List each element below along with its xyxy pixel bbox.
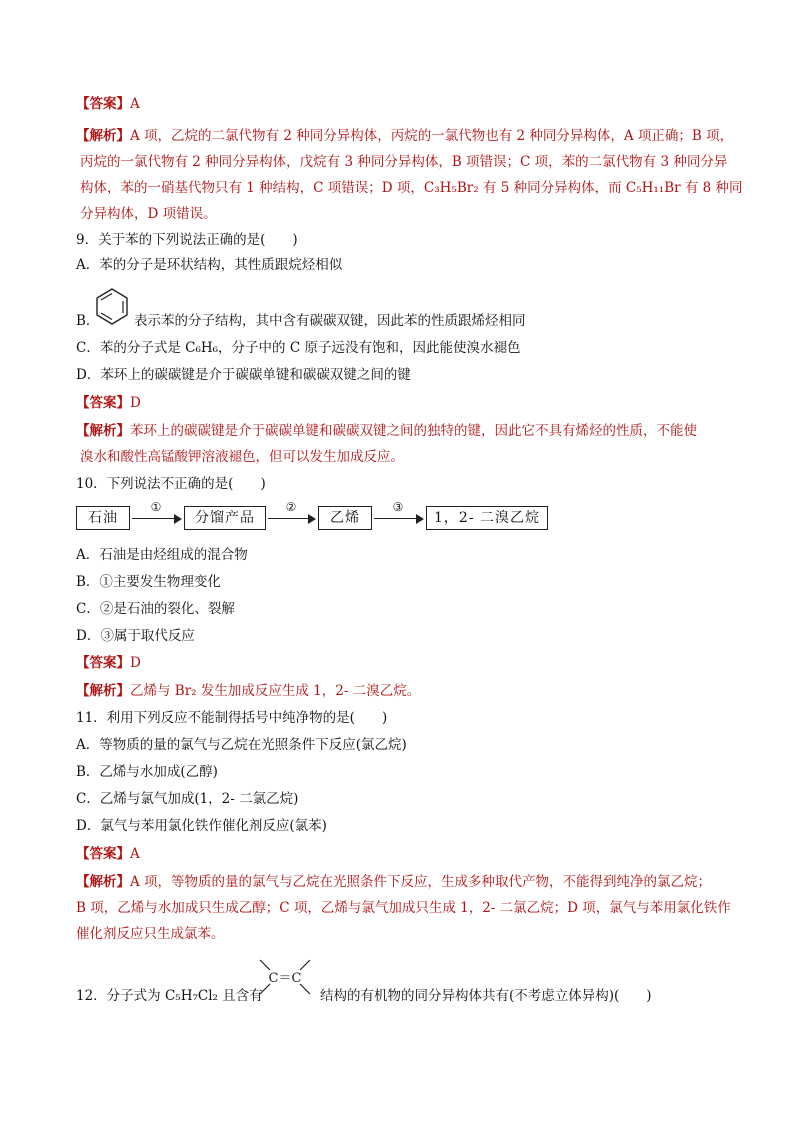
answer-value: D bbox=[130, 395, 141, 411]
alkene-structure-icon bbox=[250, 950, 320, 1002]
q11-option-d: D．氯气与苯用氯化铁作催化剂反应(氯苯) bbox=[76, 818, 327, 834]
q8-analysis-line-1: 【解析】A 项，乙烷的二氯代物有 2 种同分异构体，丙烷的一氯代物也有 2 种同分异构体，A 项正确；B 项， bbox=[76, 128, 734, 144]
q11-option-b: B．乙烯与水加成(乙醇) bbox=[76, 764, 218, 780]
answer-tag: 【答案】 bbox=[76, 846, 130, 862]
structure-label: C＝C bbox=[268, 971, 302, 986]
answer-tag: 【答案】 bbox=[76, 655, 130, 671]
q9-option-c: C．苯的分子式是 C₆H₆，分子中的 C 原子远没有饱和，因此能使溴水褪色 bbox=[76, 340, 521, 356]
q8-analysis-line-4: 分异构体，D 项错误。 bbox=[80, 206, 217, 222]
analysis-tag: 【解析】 bbox=[76, 423, 130, 439]
answer-value: A bbox=[130, 96, 140, 112]
q11-option-c: C．乙烯与氯气加成(1，2- 二氯乙烷) bbox=[76, 791, 299, 807]
q10-stem: 10．下列说法不正确的是( ) bbox=[76, 476, 266, 492]
q9-answer-line bbox=[76, 393, 141, 413]
q9-option-b: 表示苯的分子结构，其中含有碳碳双键，因此苯的性质跟烯烃相同 bbox=[134, 313, 526, 329]
q10-option-c: C．②是石油的裂化、裂解 bbox=[76, 601, 235, 617]
arrow-head-icon bbox=[308, 514, 316, 524]
q8-answer-line bbox=[76, 94, 140, 114]
answer-value: D bbox=[130, 655, 141, 671]
answer-tag: 【答案】 bbox=[76, 395, 130, 411]
q12-stem-after: 结构的有机物的同分异构体共有(不考虑立体异构)( ) bbox=[320, 988, 652, 1004]
q9-analysis-line-2: 溴水和酸性高锰酸钾溶液褪色，但可以发生加成反应。 bbox=[80, 449, 404, 465]
q10-answer-line bbox=[76, 653, 141, 673]
analysis-tag: 【解析】 bbox=[76, 128, 130, 144]
analysis-tag: 【解析】 bbox=[76, 683, 130, 699]
q11-analysis-line-2: B 项，乙烯与水加成只生成乙醇；C 项，乙烯与氯气加成只生成 1，2- 二氯乙烷；D 项，氯气与苯用氯化铁作 bbox=[76, 900, 731, 916]
q11-analysis-line-3: 催化剂反应只生成氯苯。 bbox=[76, 926, 225, 942]
q10-option-b: B．①主要发生物理变化 bbox=[76, 574, 221, 590]
flow-box-distillate: 分馏产品 bbox=[184, 506, 266, 530]
q12-stem-before: 12．分子式为 C₅H₇Cl₂ 且含有 bbox=[76, 988, 263, 1004]
q10-analysis-line-1: 【解析】乙烯与 Br₂ 发生加成反应生成 1，2- 二溴乙烷。 bbox=[76, 683, 421, 699]
flow-box-ethylene: 乙烯 bbox=[318, 506, 372, 530]
q9-analysis-line-1: 【解析】苯环上的碳碳键是介于碳碳单键和碳碳双键之间的独特的键，因此它不具有烯烃的性质，不能使 bbox=[76, 423, 697, 439]
q11-analysis-line-1: 【解析】A 项，等物质的量的氯气与乙烷在光照条件下反应，生成多种取代产物，不能得到纯净的氯乙烷； bbox=[76, 874, 712, 890]
arrow-head-icon bbox=[416, 514, 424, 524]
flow-arrow-2: ② bbox=[266, 506, 316, 530]
flow-box-petroleum: 石油 bbox=[76, 506, 130, 530]
q10-option-d: D．③属于取代反应 bbox=[76, 628, 195, 644]
q11-option-a: A．等物质的量的氯气与乙烷在光照条件下反应(氯乙烷) bbox=[76, 737, 407, 753]
answer-value: A bbox=[130, 846, 140, 862]
answer-tag: 【答案】 bbox=[76, 96, 130, 112]
q11-stem: 11．利用下列反应不能制得括号中纯净物的是( ) bbox=[76, 710, 388, 726]
arrow-head-icon bbox=[174, 514, 182, 524]
q9-option-d: D．苯环上的碳碳键是介于碳碳单键和碳碳双键之间的键 bbox=[76, 367, 411, 383]
flow-box-dibromoethane: 1，2- 二溴乙烷 bbox=[426, 506, 548, 530]
q9-option-a: A．苯的分子是环状结构，其性质跟烷烃相似 bbox=[76, 257, 343, 273]
flow-arrow-3: ③ bbox=[372, 506, 424, 530]
q10-option-a: A．石油是由烃组成的混合物 bbox=[76, 547, 248, 563]
flow-arrow-1: ① bbox=[130, 506, 182, 530]
q9-stem: 9．关于苯的下列说法正确的是( ) bbox=[76, 232, 298, 248]
benzene-ring-icon bbox=[94, 286, 130, 326]
analysis-tag: 【解析】 bbox=[76, 874, 130, 890]
q8-analysis-line-3: 构体，苯的一硝基代物只有 1 种结构，C 项错误；D 项，C₃H₅Br₂ 有 5 种同分异构体，而 C₅H₁₁Br 有 8 种同 bbox=[80, 180, 743, 196]
q9-option-b-prefix: B． bbox=[76, 313, 100, 329]
q11-answer-line bbox=[76, 844, 140, 864]
q8-analysis-line-2: 丙烷的一氯代物有 2 种同分异构体，戊烷有 3 种同分异构体，B 项错误；C 项，苯的二氯代物有 3 种同分异 bbox=[80, 154, 728, 170]
